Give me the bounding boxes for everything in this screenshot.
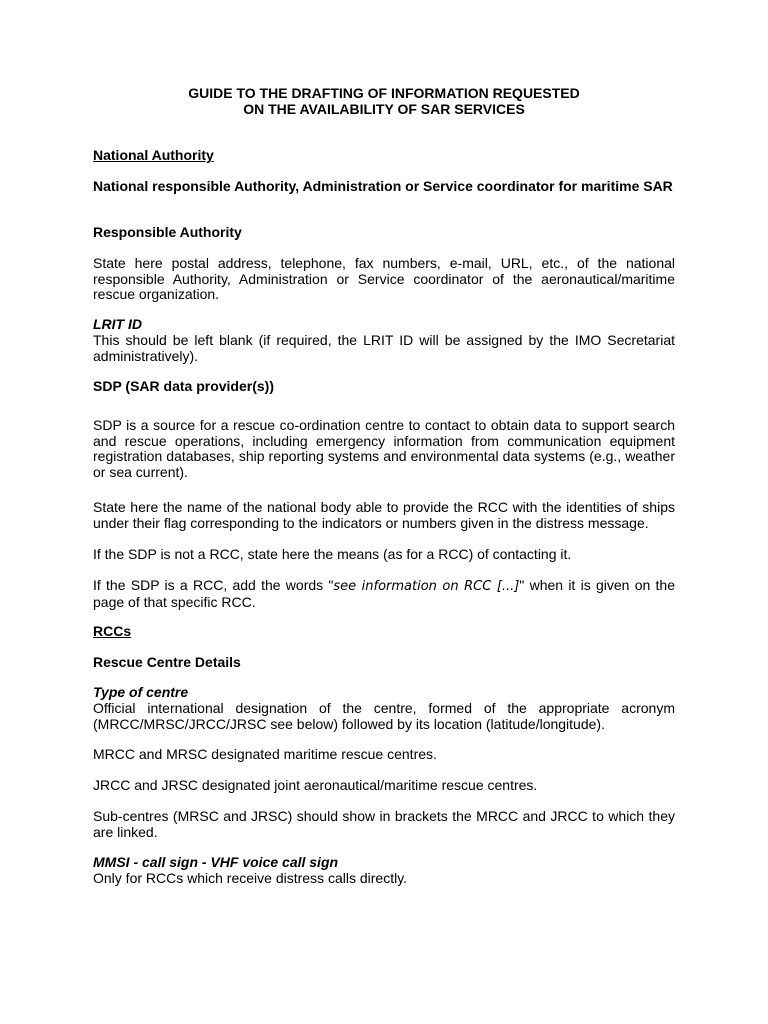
sdp-text-4-italic: see information on RCC [...] xyxy=(333,579,520,594)
mmsi-heading: MMSI - call sign - VHF voice call sign xyxy=(93,854,339,870)
responsible-authority-heading: Responsible Authority xyxy=(93,224,242,240)
responsible-authority-text: State here postal address, telephone, fax numbers, e-mail, URL, etc., of the national responsible Authority, Administration or Service coordinator of the aeronautical/maritime rescue organization. xyxy=(93,255,675,302)
sdp-text-3: If the SDP is not a RCC, state here the means (as for a RCC) of contacting it. xyxy=(93,546,572,562)
title-line-1: GUIDE TO THE DRAFTING OF INFORMATION REQUESTED xyxy=(188,85,580,101)
sdp-text-2: State here the name of the national body able to provide the RCC with the identities of ships under their flag corresponding to the indicators or numbers given in the distress message. xyxy=(93,499,675,531)
sdp-text-4-post: " when it is given on the page of that specific RCC. xyxy=(93,577,675,610)
sdp-text-4 xyxy=(93,578,675,610)
title-line-2: ON THE AVAILABILITY OF SAR SERVICES xyxy=(243,100,525,117)
sdp-text-4-pre: If the SDP is a RCC, add the words " xyxy=(93,577,334,593)
rescue-centre-heading: Rescue Centre Details xyxy=(93,654,241,670)
document-title xyxy=(93,86,675,117)
sdp-heading: SDP (SAR data provider(s)) xyxy=(93,378,274,394)
lrit-heading: LRIT ID xyxy=(93,316,142,332)
lrit-text: This should be left blank (if required, the LRIT ID will be assigned by the IMO Secretariat administratively). xyxy=(93,332,675,364)
jrcc-text: JRCC and JRSC designated joint aeronautical/maritime rescue centres. xyxy=(93,777,538,793)
subcentres-text: Sub-centres (MRSC and JRSC) should show in brackets the MRCC and JRCC to which they are linked. xyxy=(93,808,675,840)
national-responsible-heading: National responsible Authority, Administration or Service coordinator for maritime SAR xyxy=(93,178,673,194)
national-authority-heading: National Authority xyxy=(93,147,214,163)
rccs-heading: RCCs xyxy=(93,623,132,639)
type-centre-text: Official international designation of the centre, formed of the appropriate acronym (MRCC/MRSC/JRCC/JRSC see below) followed by its location (latitude/longitude). xyxy=(93,700,675,732)
type-centre-heading: Type of centre xyxy=(93,684,189,700)
mmsi-text: Only for RCCs which receive distress calls directly. xyxy=(93,870,408,886)
sdp-text-1: SDP is a source for a rescue co-ordination centre to contact to obtain data to support search and rescue operations, including emergency information from communication equipment registration databases, ship reporting systems and environmental data systems (e.g., weather or sea current). xyxy=(93,417,675,480)
mrcc-text: MRCC and MRSC designated maritime rescue centres. xyxy=(93,746,437,762)
